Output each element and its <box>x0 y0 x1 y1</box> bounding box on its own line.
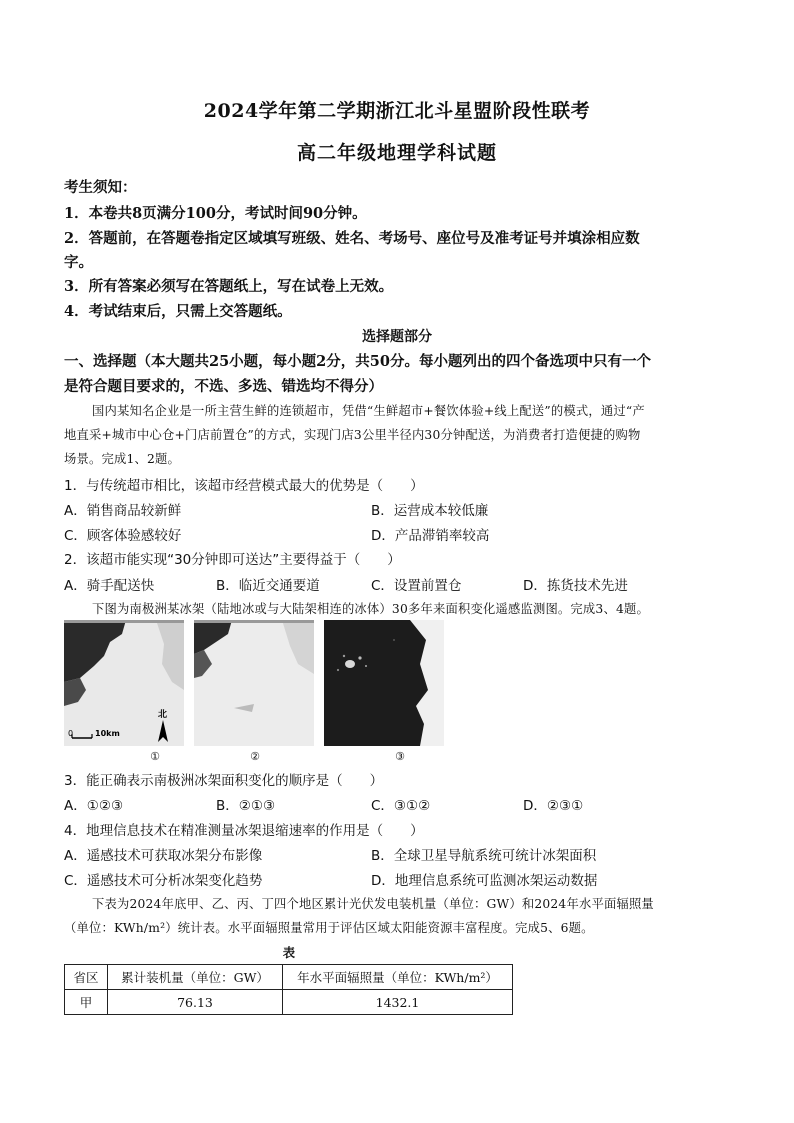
question-1-option-b: B．运营成本较低廉 <box>371 503 489 519</box>
question-4-option-c: C．遥感技术可分析冰架变化趋势 <box>64 873 263 889</box>
passage-1-line-3: 场景。完成1、2题。 <box>64 452 181 466</box>
table-header-cell: 省区 <box>65 965 108 990</box>
section-title: 选择题部分 <box>362 329 432 345</box>
table-cell: 76.13 <box>108 990 283 1015</box>
figure-caption-1: ① <box>150 750 160 763</box>
question-2-option-a: A．骑手配送快 <box>64 578 155 594</box>
question-4-option-d: D．地理信息系统可监测冰架运动数据 <box>371 873 598 889</box>
question-2-option-c: C．设置前置仓 <box>371 578 462 594</box>
question-3-option-b: B．②①③ <box>216 798 276 814</box>
question-4-option-b: B．全球卫星导航系统可统计冰架面积 <box>371 848 597 864</box>
passage-3-line-1: 下表为2024年底甲、乙、丙、丁四个地区累计光伏发电装机量（单位：GW）和2024年水平面辐照量 <box>92 897 654 911</box>
satellite-image-1 <box>64 620 184 746</box>
passage-3-line-2: （单位：KWh/m²）统计表。水平面辐照量常用于评估区域太阳能资源丰富程度。完成5、6题。 <box>64 921 594 935</box>
table-cell: 1432.1 <box>283 990 513 1015</box>
table-header-row <box>65 965 513 990</box>
passage-2: 下图为南极洲某冰架（陆地冰或与大陆架相连的冰体）30多年来面积变化遥感监测图。完成3、4题。 <box>92 602 649 616</box>
question-4-option-a: A．遥感技术可获取冰架分布影像 <box>64 848 263 864</box>
table-header-cell: 年水平面辐照量（单位：KWh/m²） <box>283 965 513 990</box>
scale-label: 10km <box>95 729 120 738</box>
scale-zero-label: 0 <box>68 729 74 738</box>
question-1-stem: 1．与传统超市相比，该超市经营模式最大的优势是（ ） <box>64 478 424 494</box>
exam-subtitle: 高二年级地理学科试题 <box>296 142 497 164</box>
question-3-stem: 3．能正确表示南极洲冰架面积变化的顺序是（ ） <box>64 773 384 789</box>
question-3-option-a: A．①②③ <box>64 798 124 814</box>
table-cell: 甲 <box>65 990 108 1015</box>
table-row <box>65 990 513 1015</box>
notice-item-2-cont: 字。 <box>64 254 93 271</box>
figure-caption-3: ③ <box>395 750 405 763</box>
data-table <box>64 964 513 1015</box>
question-3-option-c: C．③①② <box>371 798 431 814</box>
notice-heading: 考生须知： <box>64 179 137 196</box>
notice-item-3: 3．所有答案必须写在答题纸上，写在试卷上无效。 <box>64 278 394 295</box>
question-2-option-d: D．拣货技术先进 <box>523 578 628 594</box>
notice-item-2: 2．答题前，在答题卷指定区域填写班级、姓名、考场号、座位号及准考证号并填涂相应数 <box>64 230 640 247</box>
table-caption: 表 <box>282 945 296 960</box>
question-1-option-d: D．产品滞销率较高 <box>371 528 490 544</box>
passage-1-line-1: 国内某知名企业是一所主营生鲜的连锁超市，凭借“生鲜超市+餐饮体验+线上配送”的模式，通过“产 <box>92 404 645 418</box>
satellite-image-3 <box>324 620 444 746</box>
question-2-option-b: B．临近交通要道 <box>216 578 320 594</box>
question-1-option-a: A．销售商品较新鲜 <box>64 503 182 519</box>
exam-title: 2024学年第二学期浙江北斗星盟阶段性联考 <box>203 100 591 122</box>
table-header-cell: 累计装机量（单位：GW） <box>108 965 283 990</box>
section-instruction: 一、选择题（本大题共25小题，每小题2分，共50分。每小题列出的四个备选项中只有一个 <box>64 353 651 370</box>
satellite-image-2 <box>194 620 314 746</box>
figure-caption-2: ② <box>250 750 260 763</box>
question-1-option-c: C．顾客体验感较好 <box>64 528 182 544</box>
section-instruction-cont: 是符合题目要求的，不选、多选、错选均不得分） <box>64 378 383 395</box>
notice-item-1: 1．本卷共8页满分100分，考试时间90分钟。 <box>64 205 367 222</box>
question-3-option-d: D．②③① <box>523 798 584 814</box>
question-2-stem: 2．该超市能实现“30分钟即可送达”主要得益于（ ） <box>64 552 401 568</box>
north-label: 北 <box>158 710 168 720</box>
question-4-stem: 4．地理信息技术在精准测量冰架退缩速率的作用是（ ） <box>64 823 424 839</box>
notice-item-4: 4．考试结束后，只需上交答题纸。 <box>64 303 292 320</box>
passage-1-line-2: 地直采+城市中心仓+门店前置仓”的方式，实现门店3公里半径内30分钟配送，为消费者打造便捷的购物 <box>64 428 641 442</box>
